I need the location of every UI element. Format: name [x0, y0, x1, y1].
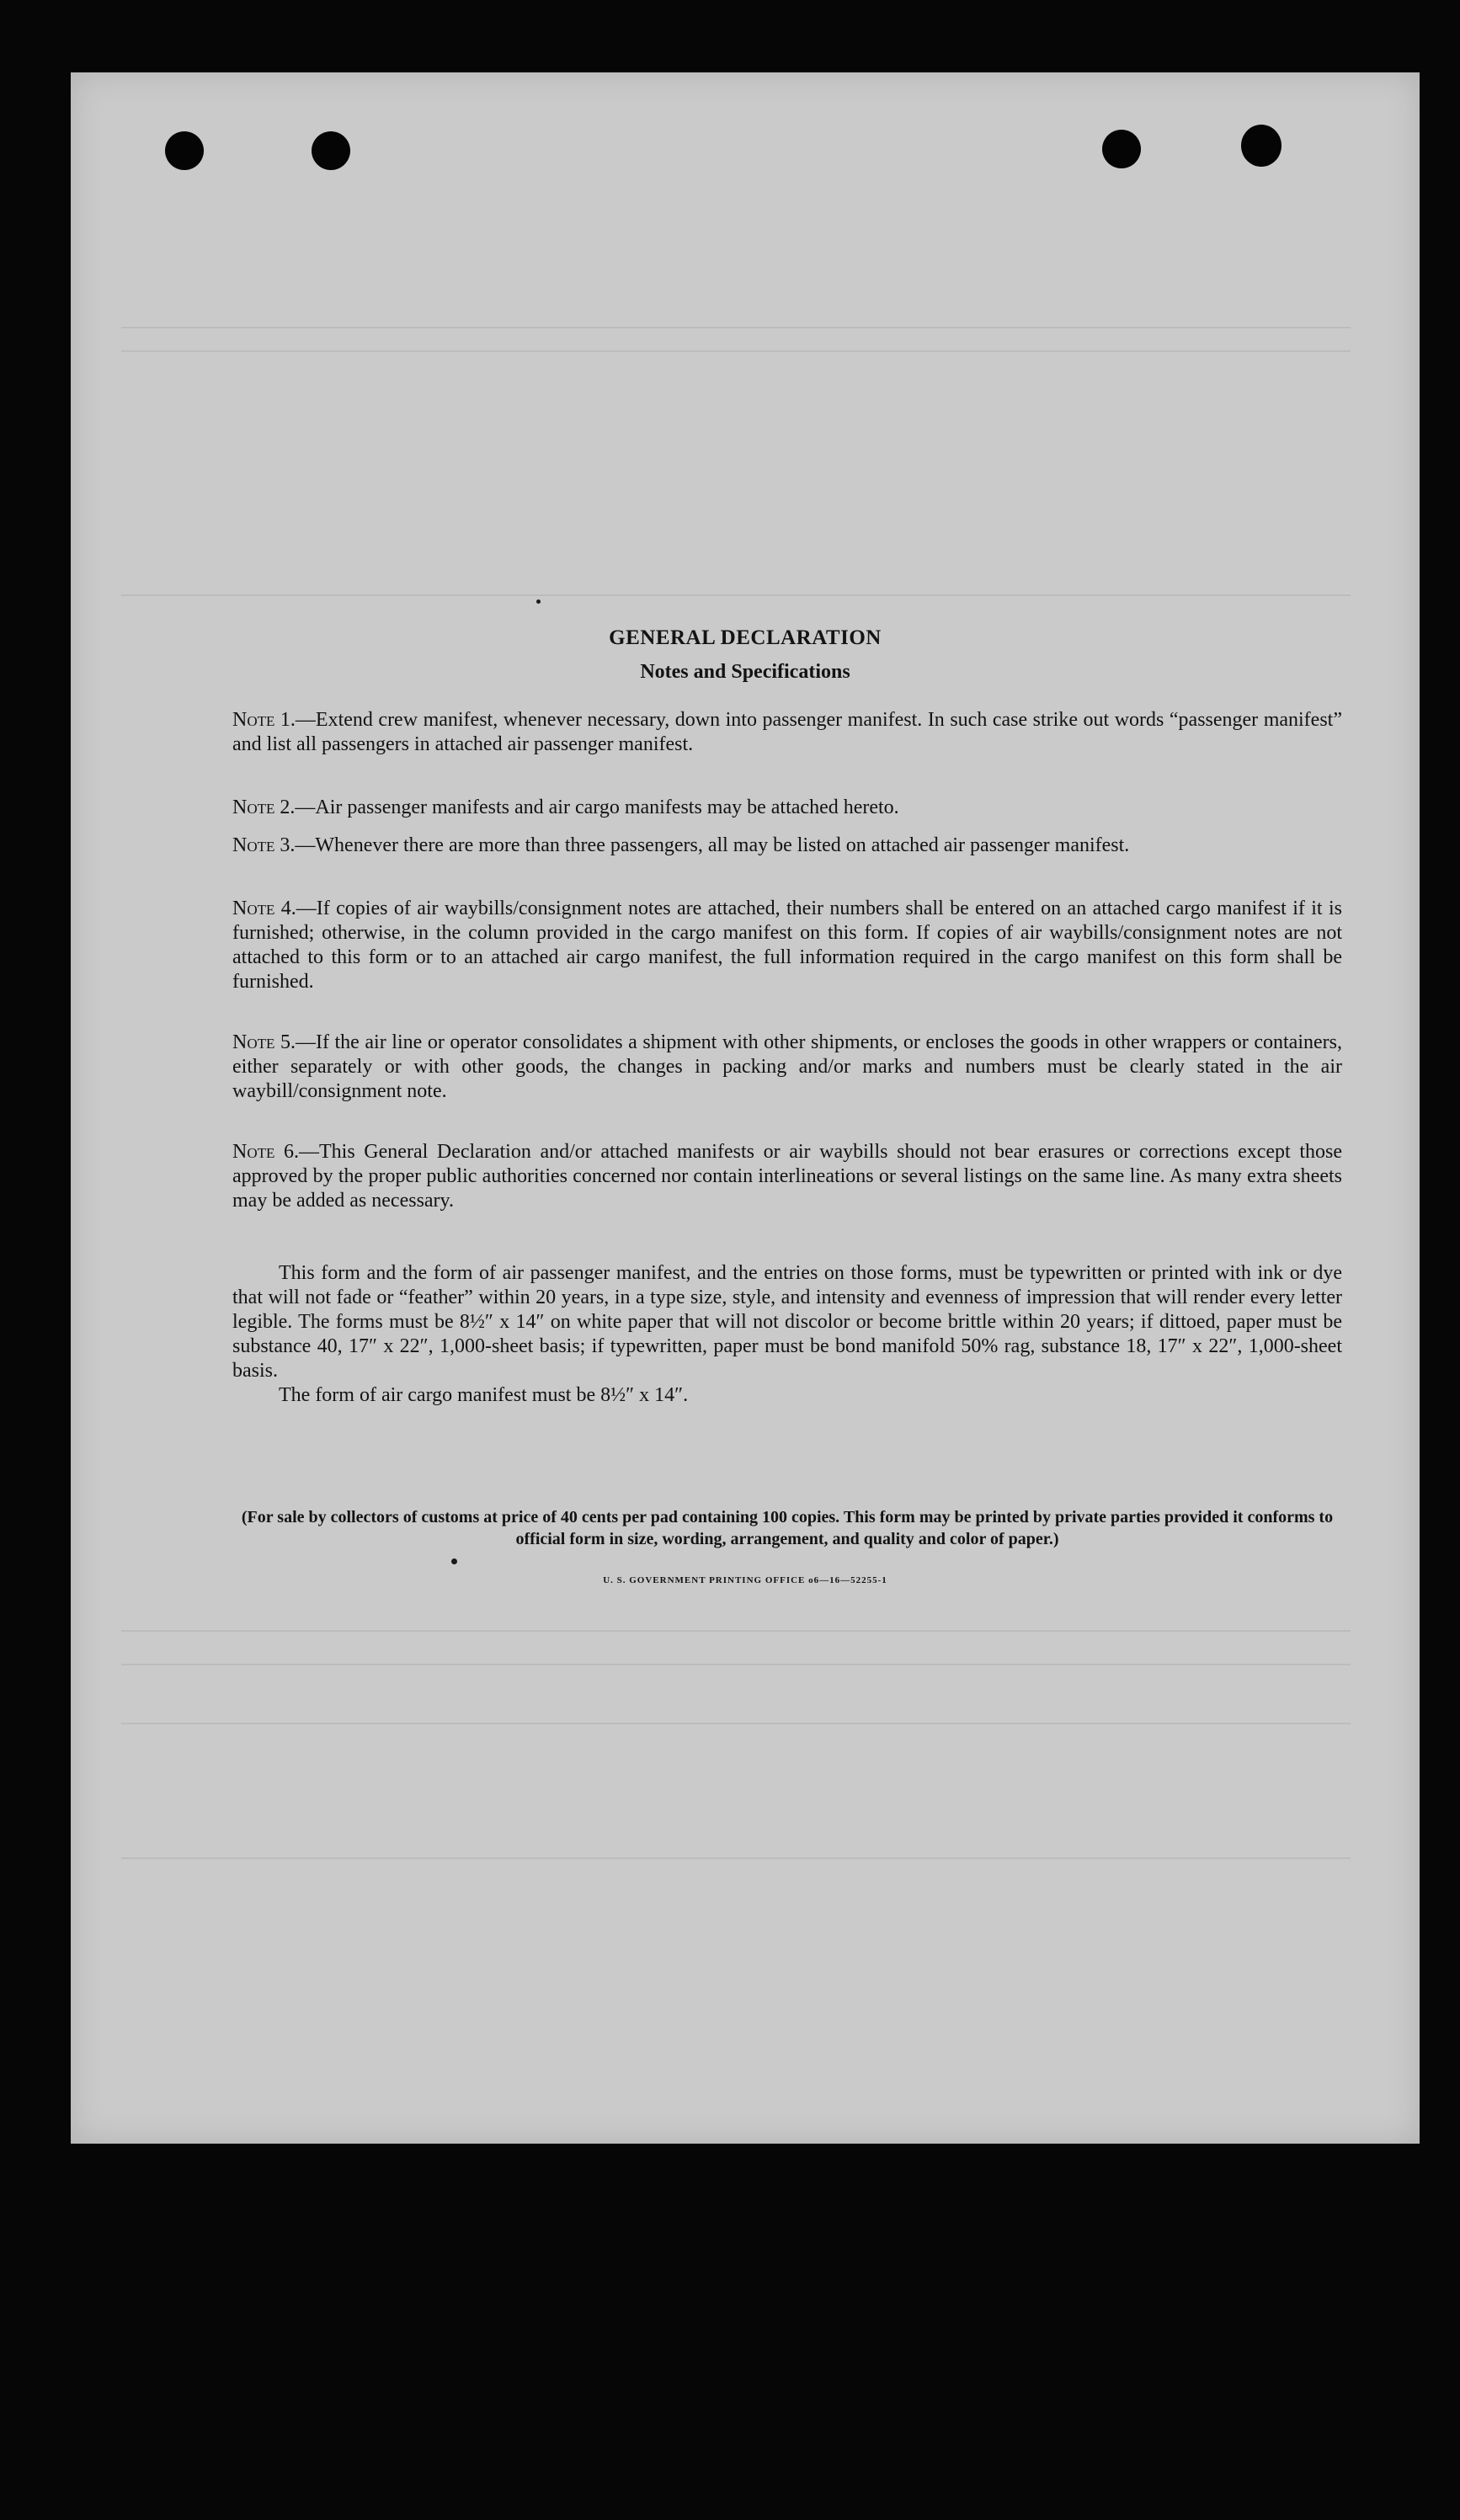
note-label: Note 2.: [232, 796, 296, 818]
note-2: [232, 796, 1342, 820]
note-label: Note 4.: [232, 898, 296, 919]
note-3: [232, 834, 1342, 858]
specifications-text: This form and the form of air passenger manifest, and the entries on those forms, must be typewritten or printed with ink or dye that will not fade or “feather” within 20 years, in a type size, style, and intensity and evenness of impression that will render every letter legible. The forms must be 8½″ x 14″ on white paper that will not discolor or become brittle within 20 years; if dittoed, paper must be substance 40, 17″ x 22″, 1,000-sheet basis; if typewritten, paper must be bond manifold 50% rag, substance 18, 17″ x 22″, 1,000-sheet basis.: [232, 1262, 1342, 1382]
note-5: [232, 1031, 1342, 1104]
note-6: [232, 1140, 1342, 1213]
ink-speck: [451, 1558, 457, 1564]
note-1: [232, 708, 1342, 757]
note-text: —Whenever there are more than three passengers, all may be listed on attached air passenger manifest.: [295, 834, 1130, 856]
specifications-paragraph: [232, 1261, 1342, 1408]
note-text: —This General Declaration and/or attached manifests or air waybills should not bear erasures or corrections except those approved by the proper public authorities concerned nor contain interlineations or several listings on the same line. As many extra sheets may be added as necessary.: [232, 1141, 1342, 1212]
cargo-manifest-size: The form of air cargo manifest must be 8½″ x 14″.: [279, 1384, 689, 1406]
ink-speck: [536, 599, 541, 604]
note-text: —If copies of air waybills/consignment notes are attached, their numbers shall be entered on an attached cargo manifest if it is furnished; otherwise, in the column provided in the cargo manifest on this form. If copies of air waybills/consignment notes are not attached to this form or to an attached air cargo manifest, the full information required in the cargo manifest on this form shall be furnished.: [232, 898, 1342, 993]
note-label: Note 3.: [232, 834, 296, 856]
note-4: [232, 897, 1342, 994]
note-label: Note 1.: [232, 709, 296, 731]
page-subtitle: Notes and Specifications: [640, 661, 850, 683]
document-page: [71, 72, 1420, 2144]
note-text: —Air passenger manifests and air cargo manifests may be attached hereto.: [295, 796, 899, 818]
note-label: Note 6.: [232, 1141, 300, 1163]
note-label: Note 5.: [232, 1031, 296, 1053]
note-text: —Extend crew manifest, whenever necessary, down into passenger manifest. In such case strike out words “passenger manifest” and list all passengers in attached air passenger manifest.: [232, 709, 1342, 755]
notes-content: [71, 72, 1420, 2144]
page-title: GENERAL DECLARATION: [609, 626, 882, 649]
note-text: —If the air line or operator consolidates a shipment with other shipments, or encloses the goods in other wrappers or containers, either separately or with other goods, the changes in packing and/or marks and numbers must be clearly stated in the air waybill/consignment note.: [232, 1031, 1342, 1102]
printer-imprint: U. S. GOVERNMENT PRINTING OFFICE o6—16—52255-1: [603, 1575, 887, 1585]
sale-note: (For sale by collectors of customs at price of 40 cents per pad containing 100 copies. This form may be printed by private parties provided it conforms to official form in size, wording, arrangement, and quality and color of paper.): [241, 1508, 1334, 1548]
